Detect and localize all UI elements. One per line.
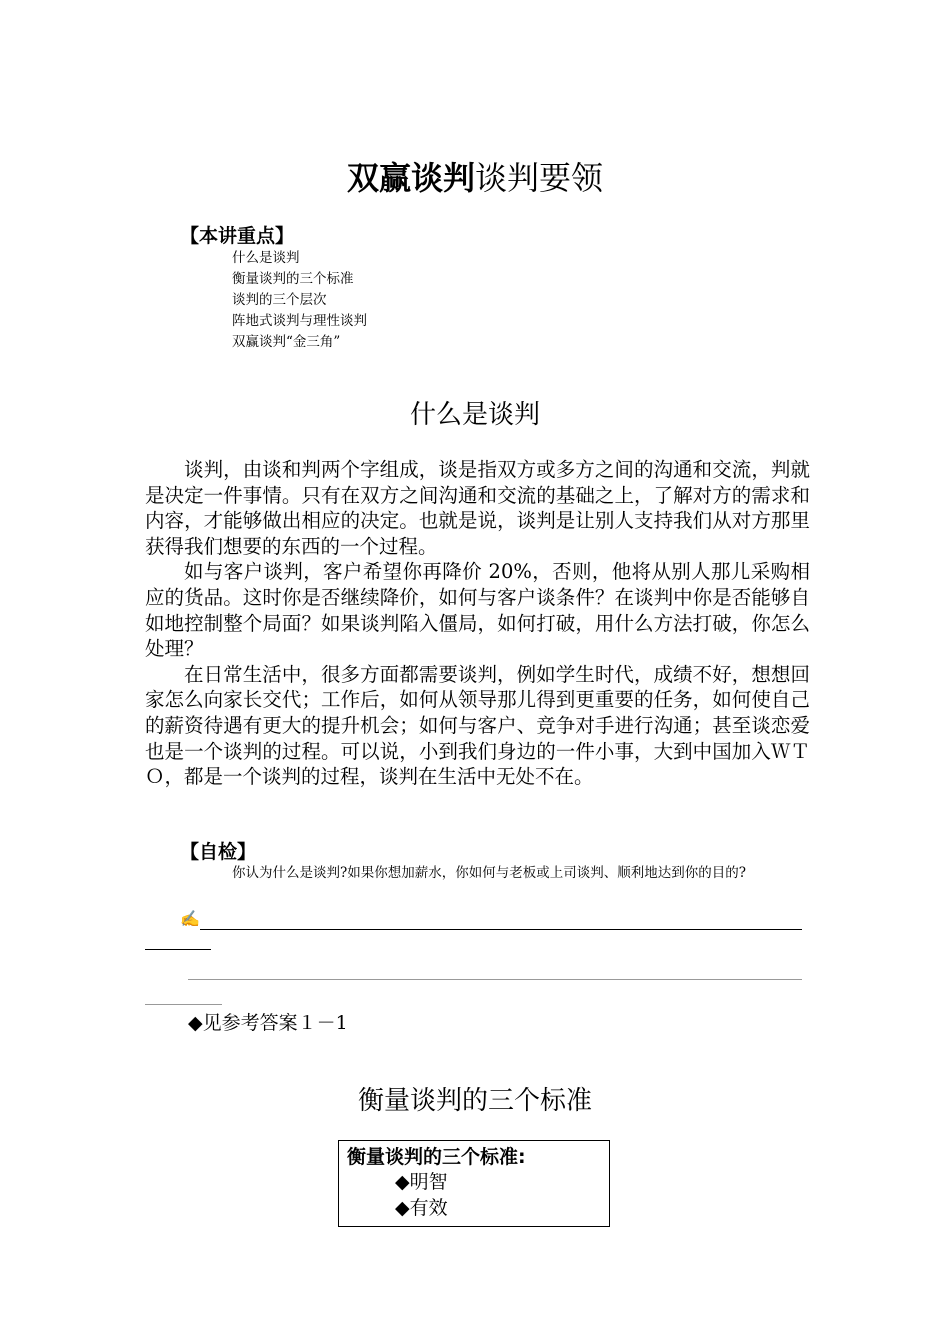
paragraph: 谈判，由谈和判两个字组成，谈是指双方或多方之间的沟通和交流，判就是决定一件事情。只有在双方之间沟通和交流的基础之上，了解对方的需求和内容，才能够做出相应的决定。也就是说，谈判是让别人支持我们从对方那里获得我们想要的东西的一个过程。 [145, 458, 810, 558]
key-point-item: 什么是谈判 [232, 250, 300, 266]
standards-box-item: ◆有效 [395, 1197, 448, 1219]
key-points-list [232, 248, 367, 353]
self-check-question: 你认为什么是谈判?如果你想加薪水，你如何与老板或上司谈判、顺利地达到你的目的? [232, 865, 746, 881]
reference-answer-note: ◆见参考答案１－1 [188, 1012, 348, 1034]
key-point-item: 双赢谈判“金三角” [232, 334, 341, 350]
answer-line [145, 1004, 222, 1005]
title-normal: 谈判要领 [475, 159, 604, 197]
answer-line [200, 929, 802, 930]
answer-line [188, 979, 802, 980]
key-point-item: 谈判的三个层次 [232, 292, 327, 308]
standards-box [338, 1140, 610, 1227]
self-check-header: 【自检】 [180, 841, 257, 863]
standards-box-item: ◆明智 [395, 1171, 448, 1193]
key-points-header: 【本讲重点】 [180, 225, 295, 247]
section1-body [145, 457, 810, 790]
key-point-item: 阵地式谈判与理性谈判 [232, 313, 367, 329]
section-heading-three-standards: 衡量谈判的三个标准 [357, 1086, 592, 1116]
key-point-item: 衡量谈判的三个标准 [232, 271, 354, 287]
section-heading-what-is-negotiation: 什么是谈判 [409, 400, 540, 430]
page-title [0, 158, 950, 198]
standards-box-title: 衡量谈判的三个标准: [347, 1146, 526, 1168]
title-bold: 双赢谈判 [346, 159, 475, 197]
paragraph: 在日常生活中，很多方面都需要谈判，例如学生时代，成绩不好，想想回家怎么向家长交代；工作后，如何从领导那儿得到更重要的任务，如何使自己的薪资待遇有更大的提升机会；如何与客户、竞争对手进行沟通；甚至谈恋爱也是一个谈判的过程。可以说，小到我们身边的一件小事，大到中国加入ＷＴＯ，都是一个谈判的过程，谈判在生活中无处不在。 [145, 662, 810, 789]
pen-icon: ✍ [180, 911, 200, 928]
answer-line [145, 949, 211, 950]
paragraph: 如与客户谈判，客户希望你再降价 20%，否则，他将从别人那儿采购相应的货品。这时你是否继续降价，如何与客户谈条件？在谈判中你是否能够自如地控制整个局面？如果谈判陷入僵局，如何打破，用什么方法打破，你怎么处理？ [145, 560, 810, 661]
